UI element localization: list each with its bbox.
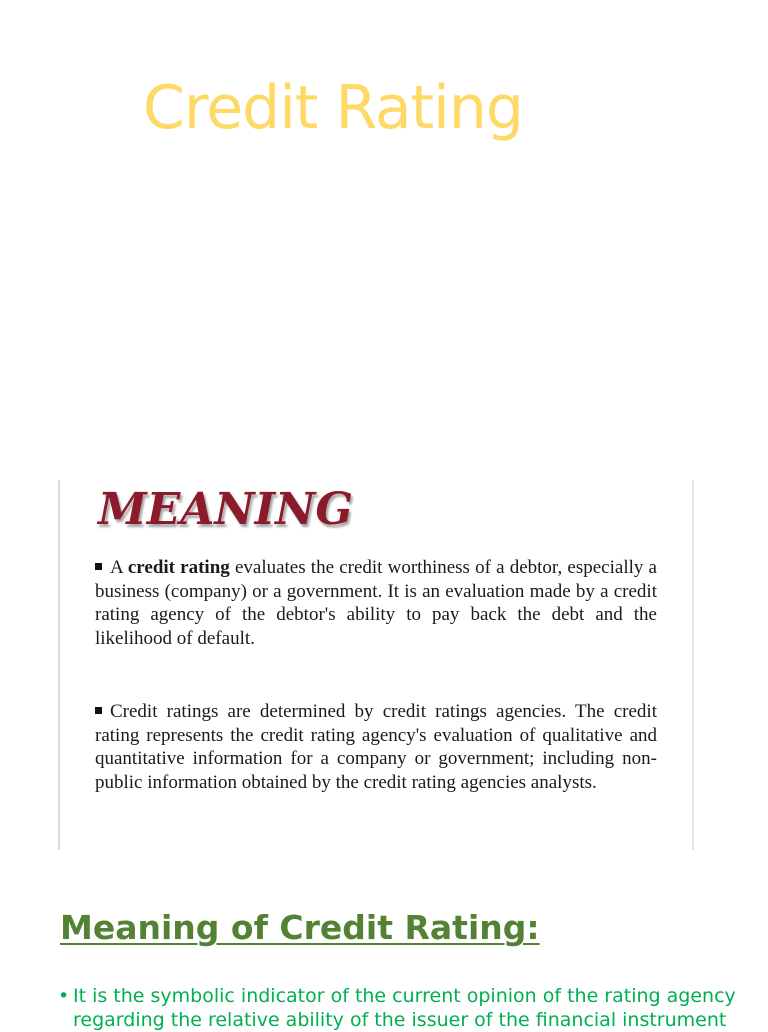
list-item-text: It is the symbolic indicator of the current opinion of the rating agency regarding the relative ability of the issuer of the financial instrument [73, 985, 736, 1031]
meaning-heading: MEANING [98, 484, 353, 535]
square-bullet-icon [95, 563, 102, 570]
slide-title: Credit Rating [143, 73, 523, 143]
bullet-dot-icon: • [58, 985, 70, 1007]
section-heading: Meaning of Credit Rating: [60, 908, 540, 947]
meaning-p1-before: A [110, 557, 128, 578]
bullet-list [58, 984, 738, 1032]
list-item [58, 984, 738, 1032]
meaning-image [58, 480, 694, 850]
meaning-p1-after: evaluates the credit worthiness of a debtor, especially a business (company) or a government. It is an evaluation made by a credit rating agency of the debtor's ability to pay back the debt and the likelihood of default. [95, 557, 657, 649]
meaning-p1-bold: credit rating [127, 557, 230, 578]
meaning-p2-text: Credit ratings are determined by credit ratings agencies. The credit rating represents the credit rating agency's evaluation of qualitative and quantitative information for a company or government; including non-public information obtained by the credit rating agencies analysts. [95, 701, 657, 793]
meaning-paragraph-1 [95, 556, 657, 650]
meaning-paragraph-2 [95, 700, 657, 794]
square-bullet-icon [95, 707, 102, 714]
